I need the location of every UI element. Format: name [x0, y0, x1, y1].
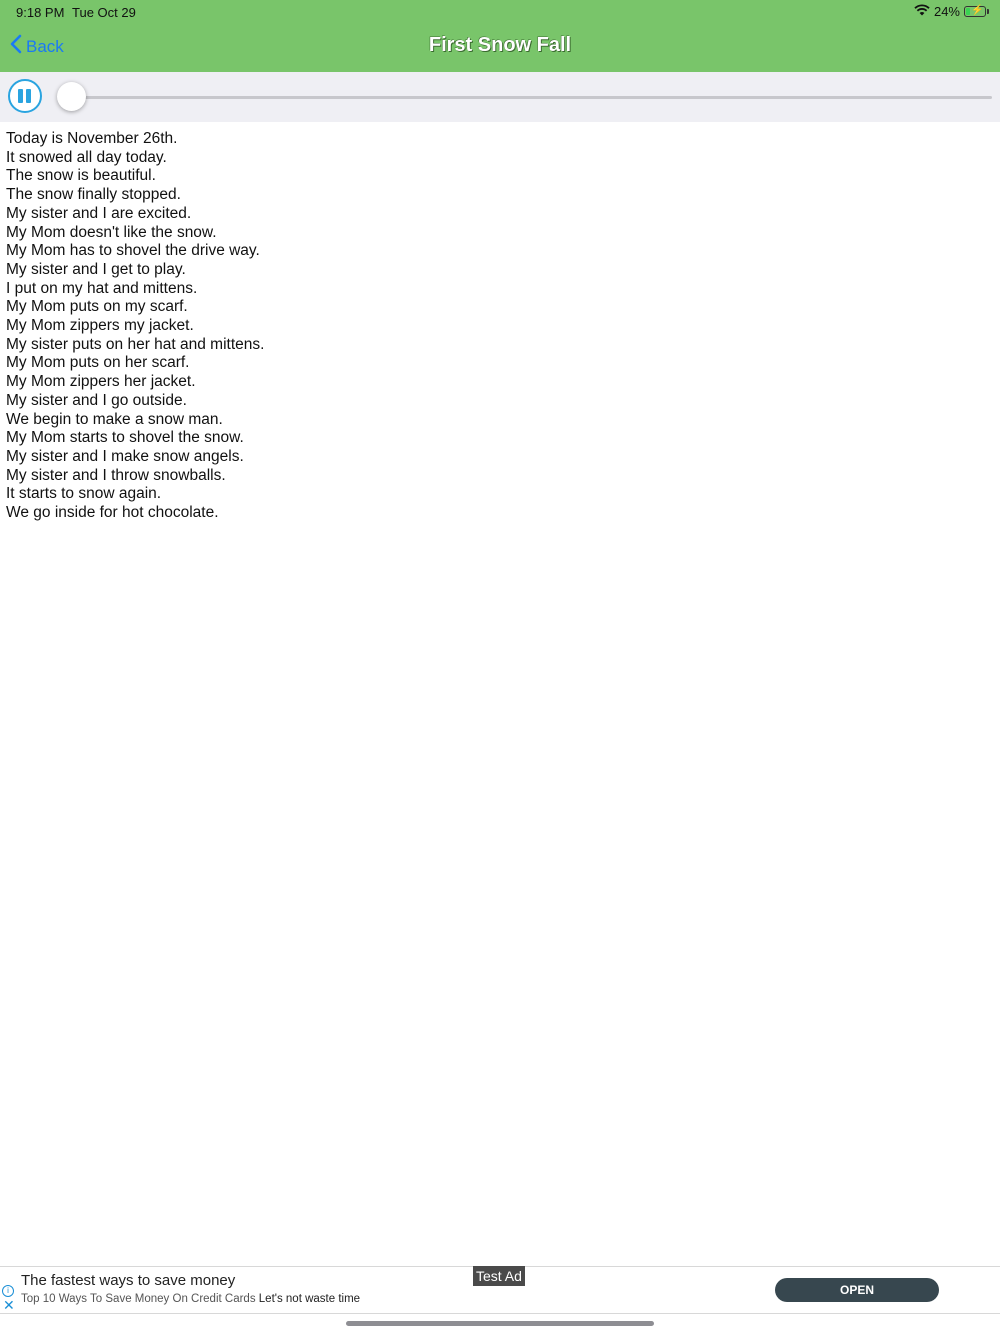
ad-headline[interactable]: The fastest ways to save money — [21, 1272, 236, 1289]
story-line: The snow is beautiful. — [6, 167, 156, 185]
info-icon[interactable]: i — [2, 1285, 14, 1297]
pause-icon — [18, 89, 23, 103]
page-title: First Snow Fall — [428, 34, 572, 56]
story-line: My Mom starts to shovel the snow. — [6, 429, 244, 447]
story-line: It starts to snow again. — [6, 485, 162, 503]
story-line: My Mom puts on my scarf. — [6, 298, 188, 316]
story-line: My Mom has to shovel the drive way. — [6, 242, 260, 260]
progress-slider-thumb[interactable] — [57, 82, 86, 111]
story-line: My Mom zippers my jacket. — [6, 317, 194, 335]
story-line: My sister and I make snow angels. — [6, 447, 244, 465]
home-indicator[interactable] — [346, 1321, 654, 1326]
ad-subtext-main: Top 10 Ways To Save Money On Credit Cards — [21, 1293, 256, 1305]
pause-icon-bar — [26, 89, 31, 103]
status-date: Tue Oct 29 — [72, 5, 136, 20]
battery-percent: 24% — [933, 4, 960, 19]
story-line: My Mom doesn't like the snow. — [6, 223, 217, 241]
close-icon[interactable]: ✕ — [3, 1297, 15, 1313]
battery-icon — [964, 6, 986, 17]
story-line: The snow finally stopped. — [6, 186, 181, 204]
story-line: It snowed all day today. — [6, 148, 167, 166]
charging-bolt-icon: ⚡ — [971, 5, 984, 16]
story-line: My sister and I go outside. — [6, 391, 187, 409]
ad-subtext[interactable] — [21, 1293, 360, 1305]
wifi-icon — [914, 4, 930, 19]
ad-open-button[interactable]: OPEN — [775, 1278, 939, 1302]
status-time: 9:18 PM — [16, 5, 65, 20]
story-line: My sister and I get to play. — [6, 260, 186, 278]
test-ad-badge: Test Ad — [473, 1266, 525, 1286]
story-line: My sister puts on her hat and mittens. — [6, 335, 265, 353]
ad-subtext-extra: Let's not waste time — [258, 1293, 361, 1305]
story-line: We go inside for hot chocolate. — [6, 504, 219, 522]
story-line: My sister and I are excited. — [6, 204, 192, 222]
story-text — [6, 130, 264, 523]
progress-slider-track[interactable] — [60, 96, 992, 99]
story-line: We begin to make a snow man. — [6, 410, 223, 428]
status-indicators — [914, 4, 986, 19]
story-line: I put on my hat and mittens. — [6, 279, 198, 297]
battery-level — [966, 8, 970, 15]
back-label: Back — [26, 36, 64, 56]
story-line: My sister and I throw snowballs. — [6, 466, 226, 484]
story-line: My Mom puts on her scarf. — [6, 354, 190, 372]
story-line: My Mom zippers her jacket. — [6, 373, 196, 391]
story-line: Today is November 26th. — [6, 130, 178, 147]
pause-button[interactable] — [8, 79, 42, 113]
